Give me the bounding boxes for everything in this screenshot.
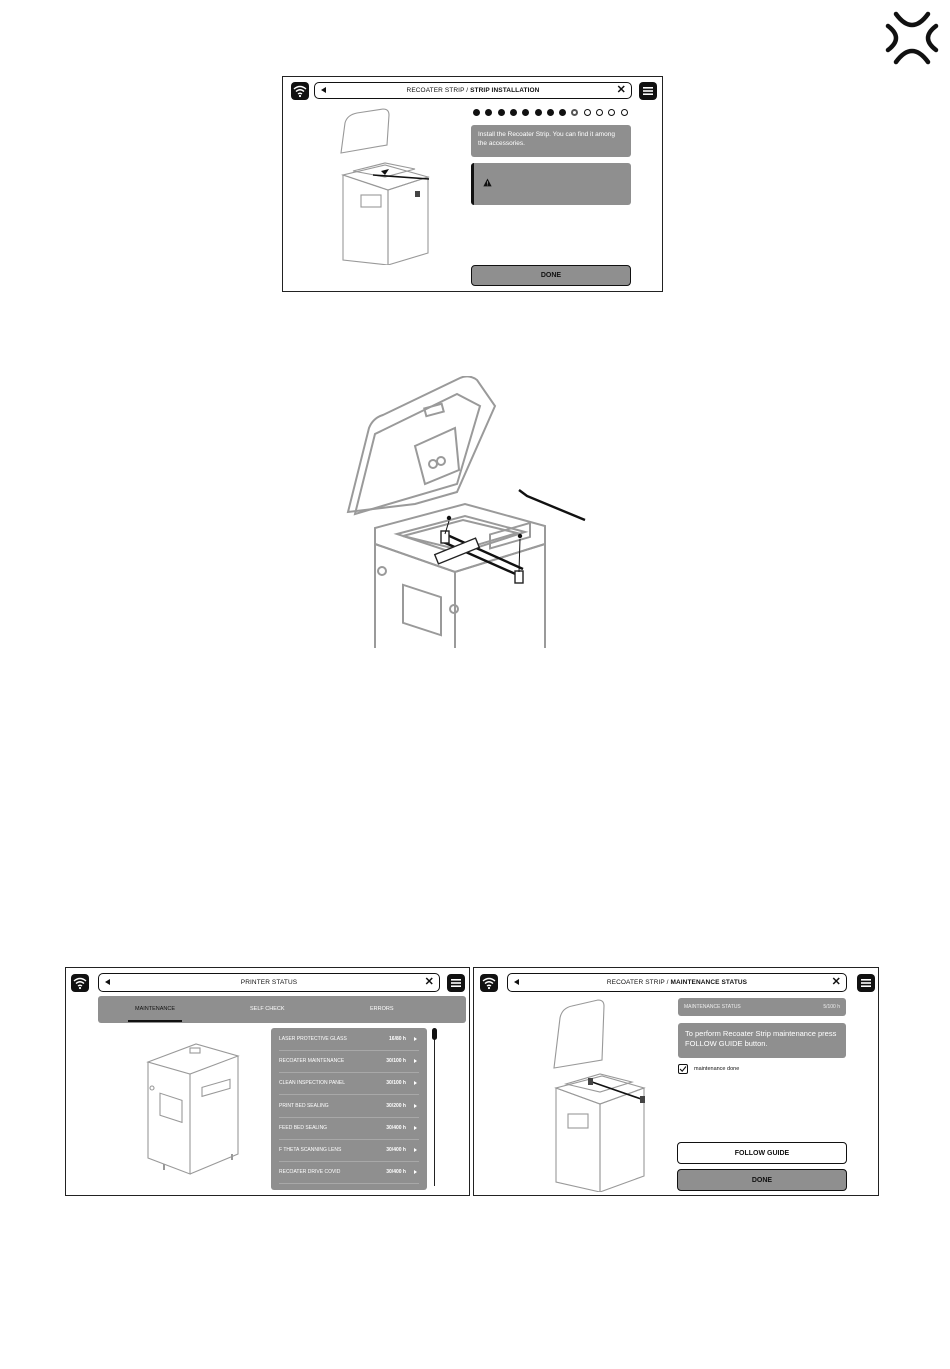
done-button[interactable]: DONE <box>677 1169 847 1191</box>
menu-button[interactable] <box>447 974 465 992</box>
menu-icon <box>639 82 657 100</box>
instruction-box <box>471 125 631 157</box>
progress-dot <box>621 109 628 116</box>
checkmark-icon <box>679 1065 687 1073</box>
list-item-label: LASER PROTECTIVE GLASS <box>279 1036 347 1042</box>
progress-dot <box>596 109 603 116</box>
progress-dot <box>608 109 615 116</box>
back-arrow-icon[interactable] <box>514 979 519 985</box>
chevron-right-icon <box>414 1104 417 1108</box>
progress-dot <box>473 109 480 116</box>
progress-dot <box>522 109 529 116</box>
printer-strip-installation-illustration <box>345 376 595 648</box>
list-item-label: CLEAN INSPECTION PANEL <box>279 1080 346 1087</box>
checkbox-label: maintenance done <box>694 1066 740 1072</box>
list-item[interactable] <box>279 1161 419 1184</box>
active-tab-underline <box>128 1020 182 1022</box>
wifi-icon <box>71 974 89 992</box>
progress-dot <box>510 109 517 116</box>
list-item-label: RECOATER DRIVE COVID <box>279 1169 341 1176</box>
wifi-button[interactable] <box>480 974 498 992</box>
printer-closed-illustration <box>144 1038 246 1178</box>
list-item-label: F THETA SCANNING LENS <box>279 1147 342 1153</box>
brand-logo <box>882 8 942 68</box>
close-icon[interactable]: ✕ <box>616 84 626 96</box>
chevron-right-icon <box>414 1126 417 1130</box>
tab-bar <box>98 996 466 1023</box>
title-bar <box>98 973 440 992</box>
scrollbar-thumb[interactable] <box>432 1028 437 1040</box>
progress-dot <box>535 109 542 116</box>
wifi-button[interactable] <box>291 82 309 100</box>
list-item[interactable] <box>279 1117 419 1140</box>
progress-dot <box>547 109 554 116</box>
screen-title: PRINTER STATUS <box>240 979 298 986</box>
progress-dots <box>473 109 633 117</box>
list-item[interactable] <box>279 1072 419 1095</box>
message-text: To perform Recoater Strip maintenance press FOLLOW GUIDE button. <box>685 1029 837 1048</box>
progress-dot <box>571 109 578 116</box>
follow-guide-button[interactable]: FOLLOW GUIDE <box>677 1142 847 1164</box>
instruction-text: Install the Recoater Strip. You can find it among the accessories. <box>478 131 615 147</box>
maintenance-done-checkbox[interactable] <box>678 1064 688 1074</box>
chevron-right-icon <box>414 1059 417 1063</box>
progress-dot <box>485 109 492 116</box>
list-item-value: 30/100 h <box>386 1058 406 1065</box>
chevron-right-icon <box>414 1170 417 1174</box>
printer-open-illustration <box>333 105 443 265</box>
back-arrow-icon[interactable] <box>321 87 326 93</box>
warning-icon <box>483 178 492 187</box>
done-button[interactable]: DONE <box>471 265 631 286</box>
screen-strip-installation <box>282 76 663 292</box>
wifi-icon <box>291 82 309 100</box>
chevron-right-icon <box>414 1081 417 1085</box>
screen-printer-status <box>65 967 470 1196</box>
tab-maintenance[interactable]: MAINTENANCE <box>135 1006 176 1012</box>
message-box <box>678 1023 846 1058</box>
menu-icon <box>447 974 465 992</box>
maintenance-status-value: 5/100 h <box>823 1004 840 1010</box>
close-icon[interactable]: ✕ <box>831 976 841 988</box>
list-item-label: FEED BED SEALING <box>279 1124 328 1131</box>
chevron-right-icon <box>414 1037 417 1041</box>
list-item-value: 30/400 h <box>386 1124 406 1131</box>
close-icon[interactable]: ✕ <box>424 976 434 988</box>
printer-open-illustration <box>552 996 652 1192</box>
list-item-value: 30/200 h <box>386 1102 406 1109</box>
list-item-label: RECOATER MAINTENANCE <box>279 1058 345 1065</box>
list-item-value: 30/400 h <box>386 1147 406 1153</box>
list-item-value: 30/400 h <box>386 1169 406 1176</box>
title-bar <box>507 973 847 992</box>
tab-errors[interactable]: ERRORS <box>370 1006 394 1012</box>
screen-maintenance-status <box>473 967 879 1196</box>
tab-self-check[interactable]: SELF CHECK <box>250 1006 285 1012</box>
progress-dot <box>498 109 505 116</box>
wifi-button[interactable] <box>71 974 89 992</box>
list-item[interactable] <box>279 1095 419 1118</box>
screen-title: RECOATER STRIP / STRIP INSTALLATION <box>406 87 540 94</box>
menu-button[interactable] <box>857 974 875 992</box>
screen-title: RECOATER STRIP / MAINTENANCE STATUS <box>606 979 748 986</box>
list-item[interactable] <box>279 1050 419 1073</box>
list-item-value: 30/100 h <box>386 1080 406 1087</box>
menu-button[interactable] <box>639 82 657 100</box>
wifi-icon <box>480 974 498 992</box>
progress-dot <box>559 109 566 116</box>
list-item[interactable] <box>279 1139 419 1162</box>
list-item[interactable] <box>279 1028 419 1051</box>
scrollbar-track[interactable] <box>434 1030 435 1186</box>
maintenance-status-label: MAINTENANCE STATUS <box>684 1004 741 1010</box>
progress-dot <box>584 109 591 116</box>
maintenance-list <box>271 1028 427 1190</box>
list-item-value: 16/80 h <box>389 1036 406 1042</box>
back-arrow-icon[interactable] <box>105 979 110 985</box>
maintenance-status-bar <box>678 998 846 1016</box>
chevron-right-icon <box>414 1148 417 1152</box>
warning-box <box>471 163 631 205</box>
list-item-label: PRINT BED SEALING <box>279 1102 329 1109</box>
title-bar <box>314 82 632 99</box>
menu-icon <box>857 974 875 992</box>
